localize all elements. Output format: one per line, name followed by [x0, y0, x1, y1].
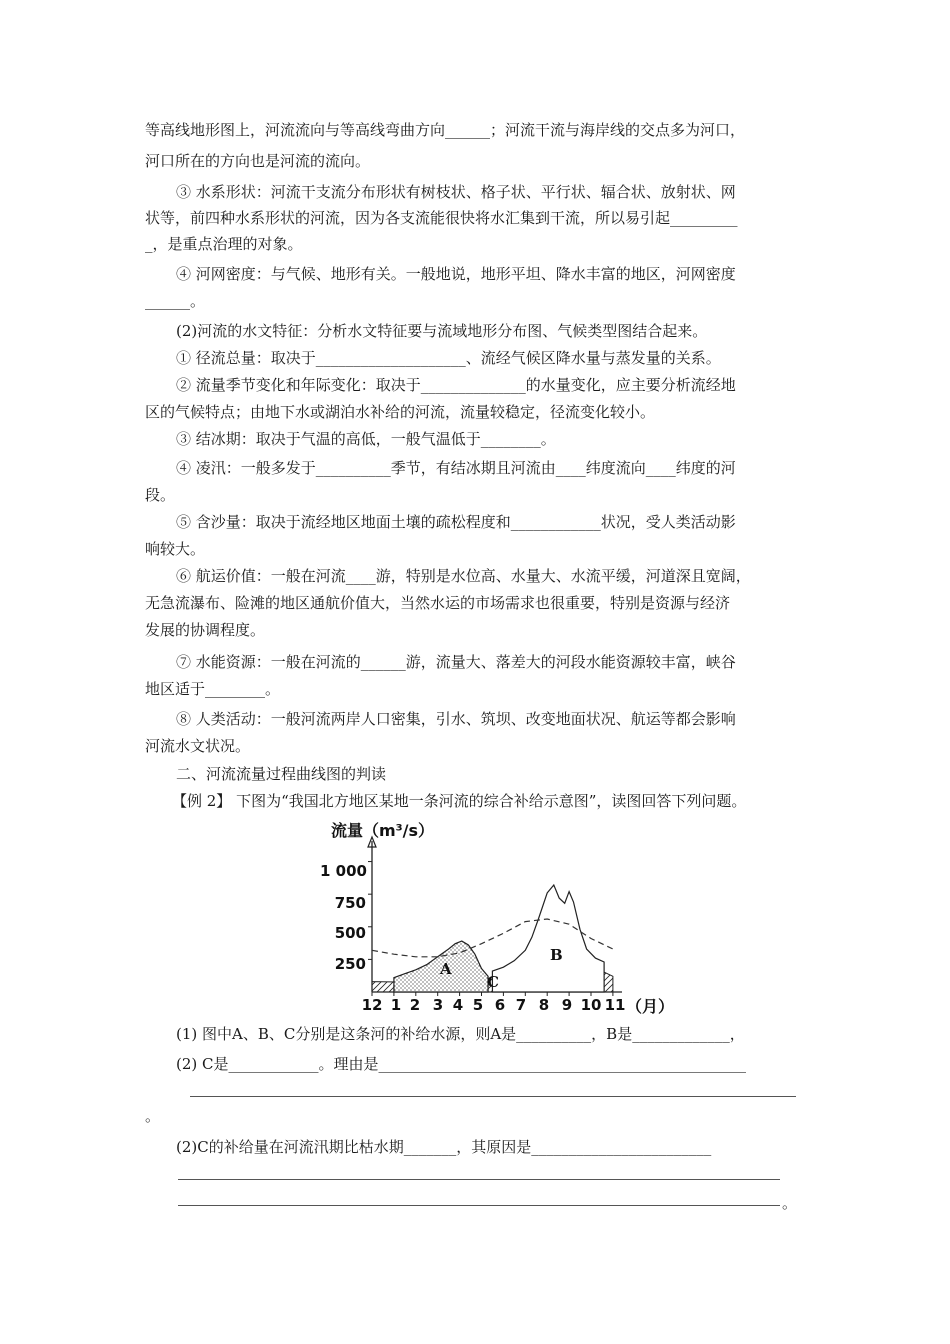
x-tick-label: 5 — [472, 996, 484, 1014]
answer-line[interactable] — [178, 1205, 780, 1206]
text-line: _，是重点治理的对象。 — [145, 235, 303, 253]
answer-line[interactable] — [178, 1179, 780, 1180]
x-tick-label: 7 — [515, 996, 527, 1014]
example-prompt: 【例 2】 下图为“我国北方地区某地一条河流的综合补给示意图”，读图回答下列问题。 — [172, 792, 747, 810]
x-tick-label: 11 — [604, 996, 626, 1014]
x-tick-label: 3 — [432, 996, 444, 1014]
x-tick-label: 10 — [580, 996, 602, 1014]
y-tick-label: 500 — [334, 924, 366, 942]
question-1-end: 。 — [145, 1107, 161, 1125]
text-line: ⑥ 航运价值：一般在河流____游，特别是水位高、水量大、水流平缓，河道深且宽阔， — [176, 567, 751, 585]
x-tick-label: 4 — [452, 996, 464, 1014]
x-tick-label: 12 — [361, 996, 383, 1014]
series-a-label: A — [440, 960, 452, 978]
question-2-line-1: (2)C的补给量在河流汛期比枯水期_______，其原因是________________________ — [176, 1138, 712, 1156]
chart-plot-area — [360, 835, 640, 1005]
answer-line[interactable] — [190, 1096, 796, 1097]
series-b-area — [492, 885, 604, 992]
text-line: 段。 — [145, 486, 176, 504]
x-axis-unit-label: （月） — [626, 997, 675, 1016]
y-tick-label: 750 — [334, 894, 366, 912]
x-tick-label: 1 — [390, 996, 402, 1014]
text-line: 发展的协调程度。 — [145, 621, 266, 639]
text-line: ④ 河网密度：与气候、地形有关。一般地说，地形平坦、降水丰富的地区，河网密度 — [176, 265, 736, 283]
text-line: ⑧ 人类活动：一般河流两岸人口密集，引水、筑坝、改变地面状况、航运等都会影响 — [176, 710, 736, 728]
text-line: ______。 — [145, 292, 206, 310]
question-1-line-2: (2) C是____________。理由是_________________________________________________ — [176, 1055, 746, 1073]
text-line: 河口所在的方向也是河流的流向。 — [145, 152, 371, 170]
text-line: ② 流量季节变化和年际变化：取决于______________的水量变化，应主要分析流经地 — [176, 376, 736, 394]
x-tick-label: 9 — [561, 996, 573, 1014]
question-1-line-1: (1) 图中A、B、C分别是这条河的补给水源，则A是__________，B是_____________， — [176, 1025, 745, 1043]
text-line: ⑦ 水能资源：一般在河流的______游，流量大、落差大的河段水能资源较丰富，峡谷 — [176, 653, 736, 671]
text-line: 等高线地形图上，河流流向与等高线弯曲方向______；河流干流与海岸线的交点多为河口， — [145, 121, 746, 139]
x-tick-label: 8 — [538, 996, 550, 1014]
section-heading: 二、河流流量过程曲线图的判读 — [176, 765, 387, 783]
x-tick-label: 6 — [494, 996, 506, 1014]
x-tick-label: 2 — [409, 996, 421, 1014]
series-b-label: B — [550, 946, 563, 964]
text-line: 状等，前四种水系形状的河流，因为各支流能很快将水汇集到干流，所以易引起_________ — [145, 209, 738, 227]
question-2-end: 。 — [782, 1194, 798, 1212]
y-tick-label: 250 — [334, 955, 366, 973]
text-line: ③ 水系形状：河流干支流分布形状有树枝状、格子状、平行状、辐合状、放射状、网 — [176, 183, 736, 201]
text-line: 响较大。 — [145, 540, 206, 558]
text-line: 区的气候特点；由地下水或湖泊水补给的河流，流量较稳定，径流变化较小。 — [145, 403, 656, 421]
text-line: ③ 结冰期：取决于气温的高低，一般气温低于________。 — [176, 430, 556, 448]
text-line: ④ 凌汛：一般多发于__________季节，有结冰期且河流由____纬度流向____纬度的河 — [176, 459, 736, 477]
text-line: ⑤ 含沙量：取决于流经地区地面土壤的疏松程度和____________状况，受人类活动影 — [176, 513, 736, 531]
text-line: (2)河流的水文特征：分析水文特征要与流域地形分布图、气候类型图结合起来。 — [176, 322, 708, 340]
text-line: 无急流瀑布、险滩的地区通航价值大，当然水运的市场需求也很重要，特别是资源与经济 — [145, 594, 731, 612]
y-tick-label: 1 000 — [320, 862, 367, 880]
text-line: 河流水文状况。 — [145, 737, 251, 755]
series-c-label: C — [487, 973, 499, 991]
text-line: ① 径流总量：取决于____________________、流经气候区降水量与蒸发量的关系。 — [176, 349, 721, 367]
y-axis-label: 流量（m³/s） — [331, 821, 435, 840]
text-line: 地区适于________。 — [145, 680, 281, 698]
